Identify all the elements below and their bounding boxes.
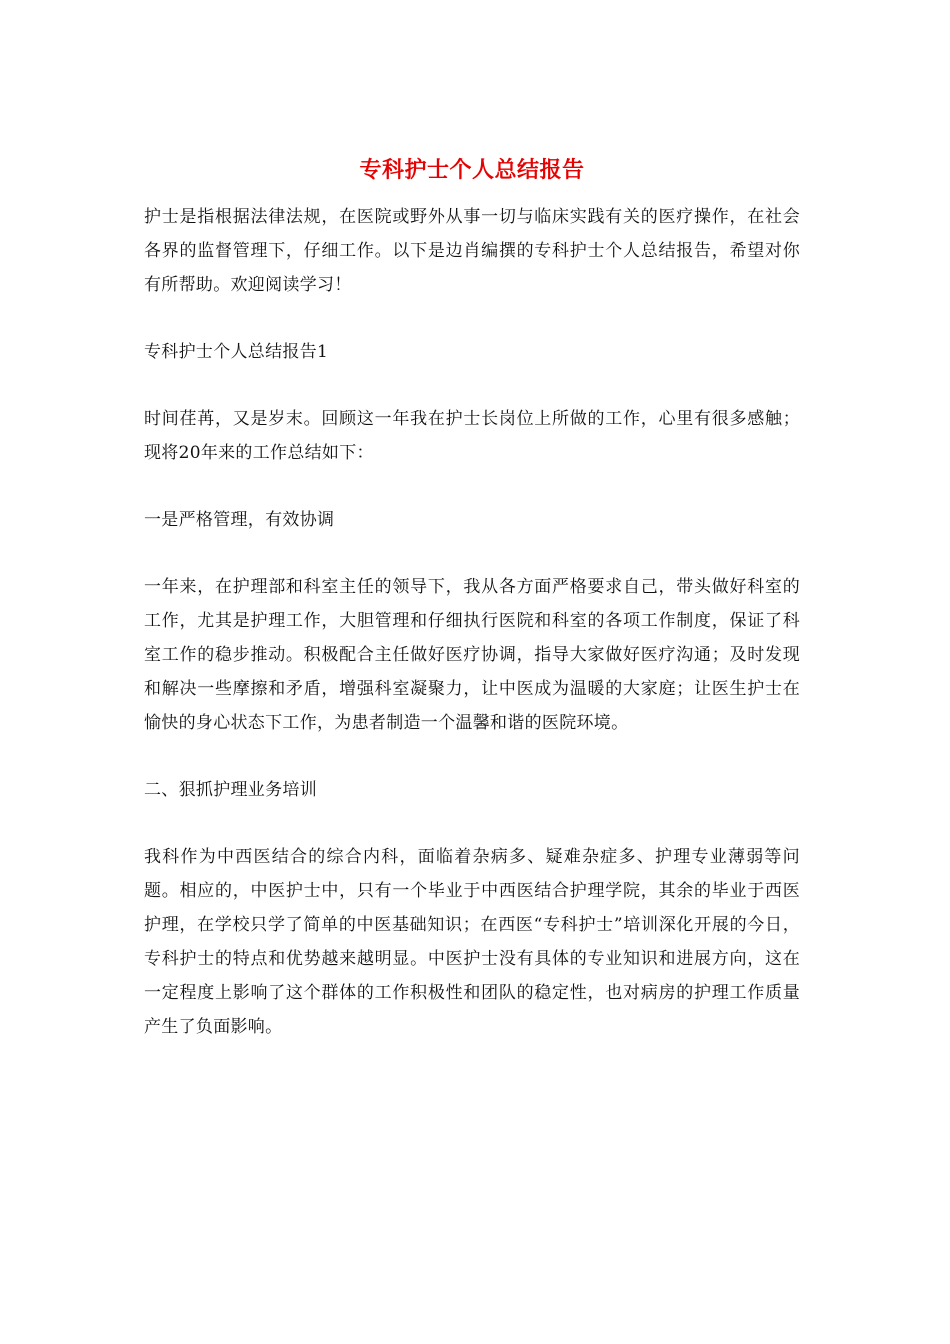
point2-paragraph: 我科作为中西医结合的综合内科，面临着杂病多、疑难杂症多、护理专业薄弱等问题。相应的，中医护士中，只有一个毕业于中西医结合护理学院，其余的毕业于西医护理，在学校只学了简单的中医基础知识；在西医“专科护士”培训深化开展的今日，专科护士的特点和优势越来越明显。中医护士没有具体的专业知识和进展方向，这在一定程度上影响了这个群体的工作积极性和团队的稳定性，也对病房的护理工作质量产生了负面影响。	[144, 847, 800, 1037]
point1-heading: 一是严格管理，有效协调	[144, 510, 335, 530]
intro-paragraph: 护士是指根据法律法规，在医院或野外从事一切与临床实践有关的医疗操作，在社会各界的监督管理下，仔细工作。以下是边肖编撰的专科护士个人总结报告，希望对你有所帮助。欢迎阅读学习！	[144, 207, 800, 295]
opening-paragraph: 时间荏苒，又是岁末。回顾这一年我在护士长岗位上所做的工作，心里有很多感触；现将20年来的工作总结如下：	[144, 409, 800, 463]
document-body	[144, 150, 800, 1077]
document-title: 专科护士个人总结报告	[359, 157, 585, 183]
point1-paragraph: 一年来，在护理部和科室主任的领导下，我从各方面严格要求自己，带头做好科室的工作，尤其是护理工作，大胆管理和仔细执行医院和科室的各项工作制度，保证了科室工作的稳步推动。积极配合主任做好医疗协调，指导大家做好医疗沟通；及时发现和解决一些摩擦和矛盾，增强科室凝聚力，让中医成为温暖的大家庭；让医生护士在愉快的身心状态下工作，为患者制造一个温馨和谐的医院环境。	[144, 577, 800, 733]
point2-heading: 二、狠抓护理业务培训	[144, 780, 317, 800]
section-heading: 专科护士个人总结报告1	[144, 342, 329, 362]
